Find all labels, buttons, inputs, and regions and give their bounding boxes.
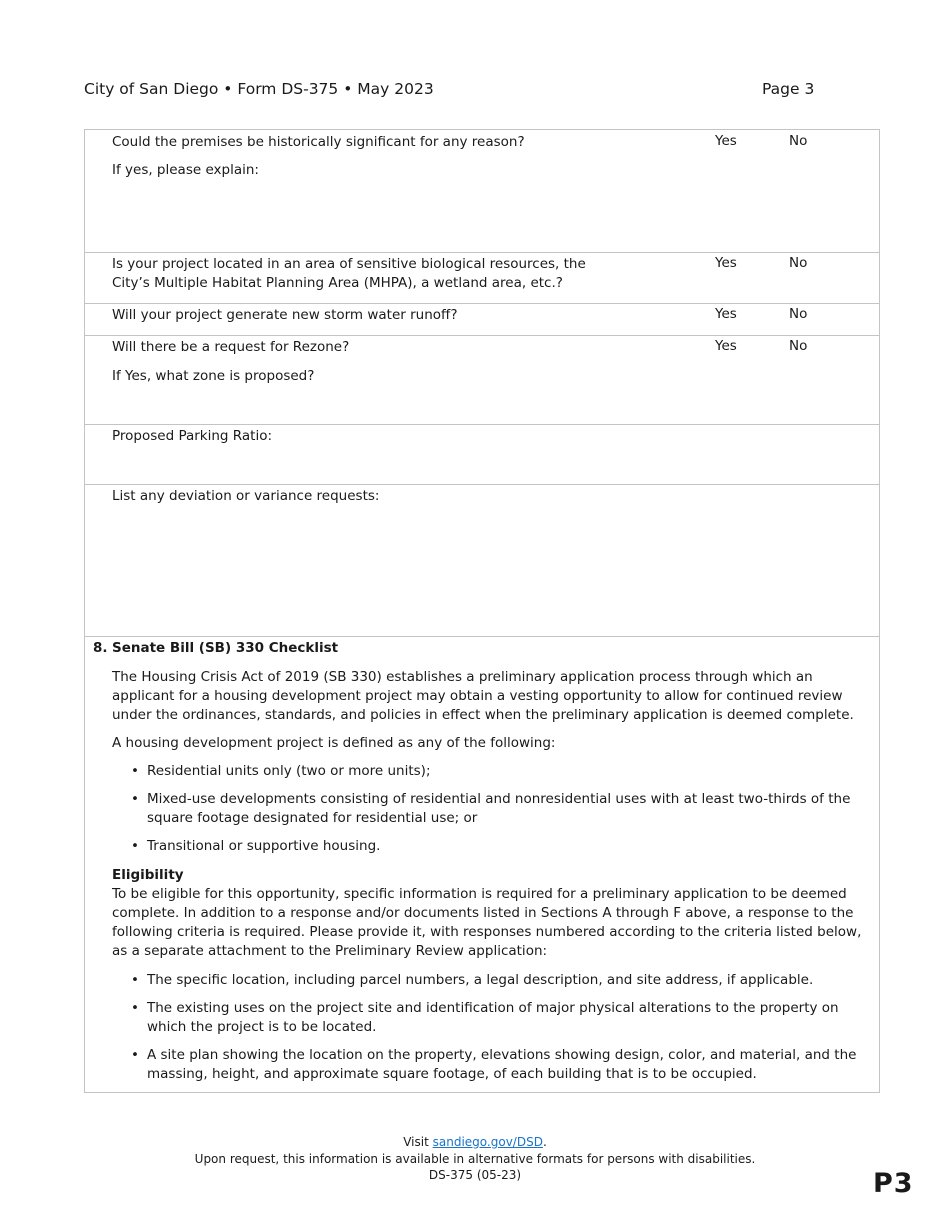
eligibility-block — [112, 866, 872, 961]
eligibility-text: To be eligible for this opportunity, specific information is required for a preliminary application to be deemed complete. In addition to a response and/or documents listed in Sections A through F above, a response to the following criteria is required. Please provide it, with responses numbered according to the criteria listed below, as a separate attachment to the Preliminary Review application: — [112, 886, 862, 959]
historic-explain-label: If yes, please explain: — [112, 162, 259, 178]
form-section-box — [84, 129, 880, 1093]
page-footer — [0, 1134, 950, 1184]
biological-question-line1: Is your project located in an area of sensitive biological resources, the — [112, 256, 586, 272]
list-item: • Mixed-use developments consisting of residential and nonresidential uses with at least two-thirds of the square footage designated for residential use; or — [131, 791, 851, 826]
biological-yes-option[interactable]: Yes — [715, 255, 737, 271]
housing-definition-text: A housing development project is defined as any of the following: — [112, 735, 556, 751]
bullet-icon: • — [131, 838, 139, 854]
section-title: Senate Bill (SB) 330 Checklist — [112, 640, 339, 656]
parking-ratio-row — [85, 424, 879, 485]
section-number: 8. — [93, 640, 108, 656]
bullet-icon: • — [131, 791, 139, 807]
biological-question-line2: City’s Multiple Habitat Planning Area (MHPA), a wetland area, etc.? — [112, 275, 563, 291]
storm-water-question: Will your project generate new storm water runoff? — [112, 307, 458, 323]
bullet-icon: • — [131, 763, 139, 779]
historic-no-option[interactable]: No — [789, 133, 808, 149]
bullet-icon: • — [131, 1047, 139, 1063]
storm-water-yes-option[interactable]: Yes — [715, 306, 737, 322]
list-item: • A site plan showing the location on the property, elevations showing design, color, and material, and the massing, height, and approximate square footage, of each building that is to be occupied. — [131, 1047, 857, 1082]
biological-question-row — [85, 252, 879, 304]
list-item: • The existing uses on the project site and identification of major physical alterations to the property on which the project is to be located. — [131, 1000, 839, 1035]
list-item: • Residential units only (two or more units); — [131, 763, 431, 779]
page-number: Page 3 — [762, 80, 815, 98]
rezone-no-option[interactable]: No — [789, 338, 808, 354]
historic-yes-option[interactable]: Yes — [715, 133, 737, 149]
footer-form-code: DS-375 (05-23) — [428, 1168, 522, 1182]
page-tag: P3 — [873, 1168, 914, 1199]
housing-definition-list — [112, 762, 872, 865]
storm-water-no-option[interactable]: No — [789, 306, 808, 322]
historic-question-row — [85, 130, 879, 253]
form-header-title: City of San Diego • Form DS-375 • May 2023 — [84, 80, 434, 98]
historic-question: Could the premises be historically significant for any reason? — [112, 134, 525, 150]
list-item: • The specific location, including parcel numbers, a legal description, and site address, if applicable. — [131, 972, 814, 988]
dsd-website-link[interactable]: sandiego.gov/DSD — [432, 1135, 543, 1149]
biological-no-option[interactable]: No — [789, 255, 808, 271]
bullet-icon: • — [131, 1000, 139, 1016]
deviation-requests-row — [85, 484, 879, 637]
footer-visit-line: Visit sandiego.gov/DSD. — [403, 1135, 547, 1149]
rezone-zone-label: If Yes, what zone is proposed? — [112, 368, 315, 384]
list-item: • Transitional or supportive housing. — [131, 838, 381, 854]
eligibility-heading: Eligibility — [112, 867, 184, 883]
rezone-question-row — [85, 335, 879, 425]
footer-accessibility-note: Upon request, this information is available in alternative formats for persons with disabilities. — [194, 1151, 756, 1166]
parking-ratio-label: Proposed Parking Ratio: — [112, 428, 272, 444]
deviation-requests-label: List any deviation or variance requests: — [112, 488, 380, 504]
storm-water-question-row — [85, 303, 879, 336]
eligibility-criteria-list — [112, 971, 872, 1093]
sb330-intro-paragraph: The Housing Crisis Act of 2019 (SB 330) establishes a preliminary application process through which an applicant for a housing development project may obtain a vesting opportunity to allow for continued review under the ordinances, standards, and policies in effect when the preliminary application is deemed complete. — [112, 669, 854, 723]
rezone-yes-option[interactable]: Yes — [715, 338, 737, 354]
bullet-icon: • — [131, 972, 139, 988]
rezone-question: Will there be a request for Rezone? — [112, 339, 350, 355]
